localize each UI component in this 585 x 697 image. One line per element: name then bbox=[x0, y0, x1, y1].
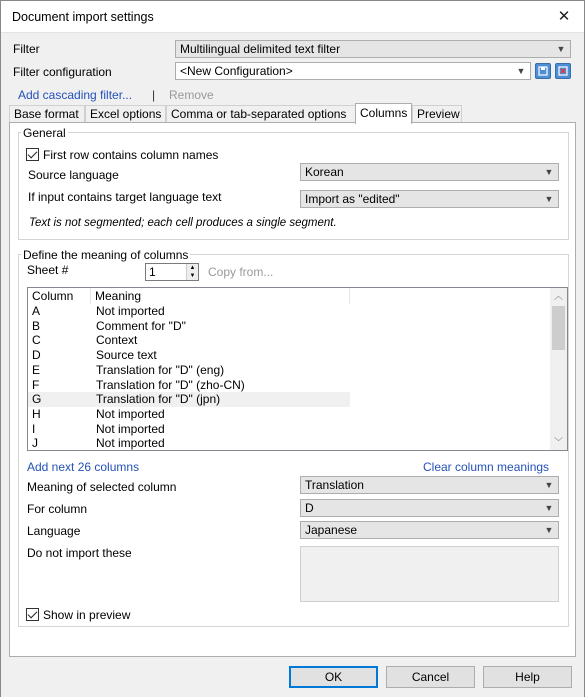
header-column[interactable]: Column bbox=[32, 289, 74, 303]
button-bar bbox=[1, 661, 584, 697]
spin-up-icon[interactable]: ▲ bbox=[186, 264, 198, 272]
tab-csv-options[interactable]: Comma or tab-separated options bbox=[166, 105, 356, 123]
filter-value: Multilingual delimited text filter bbox=[180, 42, 341, 56]
chevron-down-icon: ▼ bbox=[544, 194, 554, 204]
meaning-label: Meaning of selected column bbox=[27, 480, 177, 494]
column-meaning: Not imported bbox=[96, 421, 165, 436]
list-item[interactable] bbox=[28, 333, 350, 348]
add-cascading-filter-link[interactable]: Add cascading filter... bbox=[18, 88, 133, 102]
segmentation-note: Text is not segmented; each cell produces a single segment. bbox=[29, 217, 337, 229]
source-language-label: Source language bbox=[28, 168, 119, 182]
scroll-up-icon[interactable]: ︿ bbox=[553, 291, 563, 301]
do-not-import-label: Do not import these bbox=[27, 546, 132, 560]
tab-base-format[interactable]: Base format bbox=[9, 105, 85, 123]
column-letter: F bbox=[32, 377, 40, 392]
column-meaning-list[interactable] bbox=[27, 287, 568, 451]
tab-excel-options[interactable]: Excel options bbox=[85, 105, 166, 123]
window-title: Document import settings bbox=[12, 10, 154, 24]
column-meaning: Not imported bbox=[96, 304, 165, 318]
meaning-dropdown[interactable] bbox=[300, 476, 559, 494]
column-letter: D bbox=[32, 348, 41, 363]
for-column-dropdown[interactable] bbox=[300, 499, 559, 517]
column-letter: C bbox=[32, 333, 41, 348]
filter-label: Filter bbox=[13, 42, 40, 56]
language-value: Japanese bbox=[305, 523, 358, 537]
source-language-value: Korean bbox=[305, 165, 344, 179]
chevron-down-icon: ▼ bbox=[544, 525, 554, 535]
column-meaning: Source text bbox=[96, 348, 157, 363]
list-item[interactable] bbox=[28, 319, 350, 334]
tab-columns[interactable]: Columns bbox=[355, 103, 412, 124]
cancel-button[interactable]: Cancel bbox=[386, 666, 475, 688]
help-button[interactable]: Help bbox=[483, 666, 572, 688]
first-row-label: First row contains column names bbox=[43, 148, 219, 162]
columns-tab-panel bbox=[9, 122, 576, 657]
scroll-down-icon[interactable]: ﹀ bbox=[553, 437, 563, 447]
column-letter: H bbox=[32, 406, 41, 421]
list-item[interactable] bbox=[28, 378, 350, 393]
language-label: Language bbox=[27, 524, 81, 538]
close-icon[interactable]: ✕ bbox=[557, 8, 571, 25]
column-letter: B bbox=[32, 318, 41, 333]
show-in-preview-checkbox[interactable] bbox=[26, 608, 39, 621]
chevron-down-icon: ▼ bbox=[544, 167, 554, 177]
do-not-import-field[interactable] bbox=[300, 546, 559, 602]
header-meaning[interactable]: Meaning bbox=[95, 289, 142, 303]
column-letter: E bbox=[32, 362, 41, 377]
list-item[interactable] bbox=[28, 348, 350, 363]
tab-preview[interactable]: Preview bbox=[412, 105, 462, 123]
chevron-down-icon: ▼ bbox=[544, 480, 554, 490]
meaning-value: Translation bbox=[305, 478, 364, 492]
chevron-down-icon: ▼ bbox=[516, 66, 526, 76]
vertical-scrollbar[interactable] bbox=[550, 288, 567, 450]
filter-config-dropdown[interactable] bbox=[175, 62, 531, 80]
clear-column-meanings-link[interactable]: Clear column meanings bbox=[423, 460, 550, 474]
list-header bbox=[28, 288, 548, 304]
list-item[interactable] bbox=[28, 392, 350, 407]
list-item[interactable] bbox=[28, 363, 350, 378]
copy-from-link[interactable]: Copy from... bbox=[208, 265, 274, 279]
show-in-preview-label: Show in preview bbox=[43, 608, 131, 622]
language-dropdown[interactable] bbox=[300, 521, 559, 539]
column-letter: A bbox=[32, 304, 41, 318]
scroll-thumb[interactable] bbox=[552, 306, 565, 350]
list-item[interactable] bbox=[28, 422, 350, 437]
for-column-label: For column bbox=[27, 502, 88, 516]
column-letter: G bbox=[32, 392, 42, 407]
sheet-number-value: 1 bbox=[149, 265, 156, 279]
filter-config-value: <New Configuration> bbox=[180, 64, 293, 78]
column-letter: J bbox=[32, 436, 38, 451]
filter-dropdown[interactable] bbox=[175, 40, 571, 58]
column-meaning: Translation for "D" (zho-CN) bbox=[96, 377, 245, 392]
column-meaning: Not imported bbox=[96, 406, 165, 421]
target-text-value: Import as "edited" bbox=[305, 192, 400, 206]
define-columns-legend: Define the meaning of columns bbox=[23, 248, 189, 262]
column-meaning: Translation for "D" (jpn) bbox=[96, 392, 221, 407]
chevron-down-icon: ▼ bbox=[556, 44, 566, 54]
list-item[interactable] bbox=[28, 407, 350, 422]
source-language-dropdown[interactable] bbox=[300, 163, 559, 181]
list-item[interactable] bbox=[28, 436, 350, 451]
delete-config-icon[interactable] bbox=[555, 63, 571, 79]
spin-down-icon[interactable]: ▼ bbox=[186, 272, 198, 280]
column-meaning: Context bbox=[96, 333, 138, 348]
column-meaning: Comment for "D" bbox=[96, 318, 186, 333]
first-row-checkbox[interactable] bbox=[26, 148, 39, 161]
sheet-label: Sheet # bbox=[27, 263, 69, 277]
ok-button[interactable]: OK bbox=[289, 666, 378, 688]
chevron-down-icon: ▼ bbox=[544, 503, 554, 513]
column-letter: I bbox=[32, 421, 36, 436]
general-legend: General bbox=[23, 126, 66, 140]
for-column-value: D bbox=[305, 501, 314, 515]
target-text-dropdown[interactable] bbox=[300, 190, 559, 208]
column-meaning: Not imported bbox=[96, 436, 165, 451]
remove-filter-link[interactable]: Remove bbox=[169, 88, 214, 102]
column-meaning: Translation for "D" (eng) bbox=[96, 362, 225, 377]
title-bar bbox=[1, 1, 584, 33]
link-separator: | bbox=[152, 88, 156, 102]
target-text-label: If input contains target language text bbox=[28, 190, 222, 204]
sheet-number-stepper[interactable] bbox=[145, 263, 199, 281]
filter-config-label: Filter configuration bbox=[13, 65, 112, 79]
add-next-columns-link[interactable]: Add next 26 columns bbox=[27, 460, 140, 474]
save-config-icon[interactable] bbox=[535, 63, 551, 79]
list-item[interactable] bbox=[28, 304, 350, 319]
